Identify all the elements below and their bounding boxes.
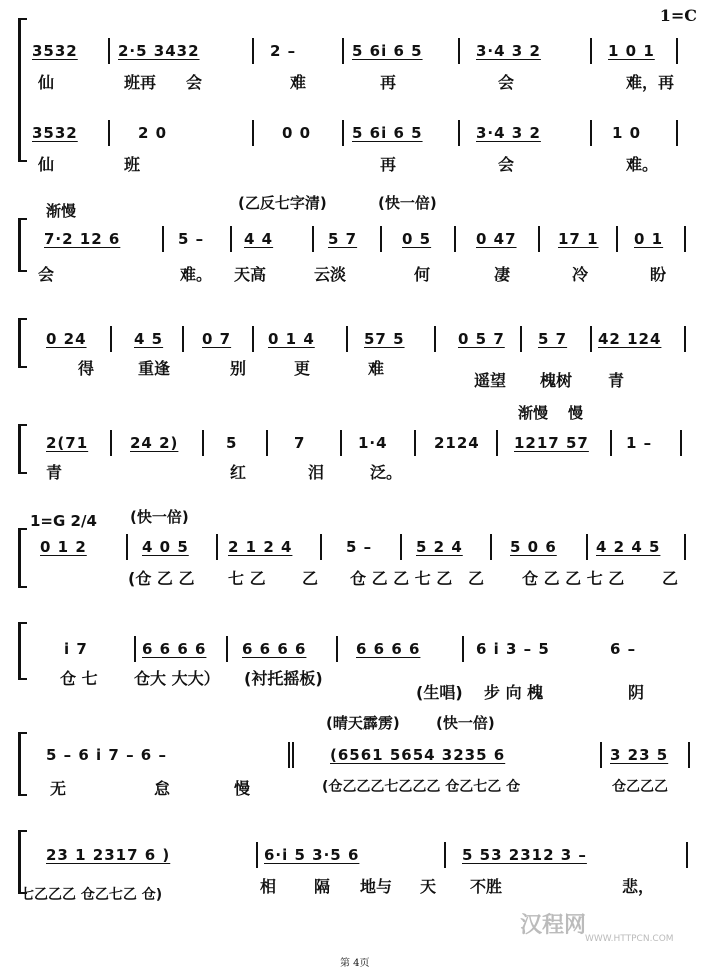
barline [676,38,678,64]
barline [320,534,322,560]
measure: 24 2) [130,434,179,452]
barline [676,120,678,146]
lyric: 班再 [124,73,157,92]
lyric: 凄 [494,265,511,284]
barline [342,38,344,64]
barline [610,430,612,456]
barline [216,534,218,560]
lyric: 盼 [650,265,667,284]
barline [288,742,290,768]
lyric: 七 乙 [228,569,266,588]
lyric: 云淡 [314,265,347,284]
measure: 1 0 1 [608,42,655,60]
system-bracket [18,218,27,272]
tempo-mark: 渐慢 [518,404,549,422]
tempo-mark: (快一倍) [130,508,189,526]
barline [688,742,690,768]
watermark-url: WWW.HTTPCN.COM [585,934,674,944]
barline [182,326,184,352]
measure: 17 1 [558,230,599,248]
measure: 5 6i 6 5 [352,124,423,142]
lyric: 遥望 [474,371,507,390]
tempo-mark: (快一倍) [378,194,437,212]
measure: 3·4 3 2 [476,42,541,60]
barline [400,534,402,560]
lyric: 无 [50,779,67,798]
measure: 5 7 [538,330,568,348]
measure: 0 0 [282,124,312,142]
barline [162,226,164,252]
lyric-row [38,460,693,484]
system-bracket [18,18,27,162]
barline [538,226,540,252]
notation-row [30,636,693,662]
measure: 0 7 [202,330,232,348]
measure: 0 1 2 [40,538,87,556]
measure: 3 23 5 [610,746,669,764]
measure: i 7 [64,640,88,658]
measure: 5 – [178,230,205,248]
barline [256,842,258,868]
lyric: 乙 [662,569,679,588]
lyric: (仓 乙 乙 [128,569,195,588]
measure: 5 6i 6 5 [352,42,423,60]
measure: 42 124 [598,330,662,348]
barline [340,430,342,456]
lyric: 红 [230,463,247,482]
lyric: 会 [498,73,515,92]
lyric: (仓乙乙乙七乙乙乙 仓乙七乙 仓 [322,779,521,795]
lyric: 泛。 [370,463,403,482]
lyric-row [38,666,693,702]
barline [226,636,228,662]
lyric: 仙 [38,73,55,92]
barline [444,842,446,868]
barline [380,226,382,252]
lyric: 不胜 [470,877,503,896]
lyric: 青 [608,371,625,390]
lyric: 仓大 大大） [134,669,220,688]
measure: 5 53 2312 3 – [462,846,587,864]
measure: 1 – [626,434,653,452]
measure: 4 5 [134,330,164,348]
barline [434,326,436,352]
barline [134,636,136,662]
lyric: 重逢 [138,359,171,378]
lyric: (生唱) [416,683,463,702]
lyric: 地与 [360,877,393,896]
lyric: 阴 [628,683,645,702]
barline [684,326,686,352]
barline [496,430,498,456]
lyric-row [38,262,693,286]
measure: 4 0 5 [142,538,189,556]
key-change: 1=G 2/4 [30,512,97,530]
lyric: 相 [260,877,277,896]
barline [108,38,110,64]
lyric: 悲， [622,877,655,896]
lyric: 七乙乙乙 仓乙七乙 仓) [20,887,163,903]
measure: 5 0 6 [510,538,557,556]
lyric-row [38,70,693,94]
notation-row [30,534,693,560]
lyric: 慢 [234,779,251,798]
lyric: 乙 [302,569,319,588]
lyric-row [38,776,693,800]
page-number: 第 4页 [340,958,370,969]
measure: 2 0 [138,124,168,142]
measure: 0 1 4 [268,330,315,348]
barline [616,226,618,252]
lyric: 冷 [572,265,589,284]
lyric: 难。 [626,155,659,174]
barline [252,38,254,64]
barline [342,120,344,146]
measure: 3532 [32,124,78,142]
measure: 6 6 6 6 [242,640,307,658]
measure: 0 5 [402,230,432,248]
tempo-mark: 渐慢 [46,202,77,220]
lyric: 青 [46,463,63,482]
section-title: (乙反七字清) [238,194,327,212]
lyric: 乙 [468,569,485,588]
lyric: 隔 [314,877,331,896]
notation-row [30,742,693,768]
lyric: 再 [380,73,397,92]
barline [590,326,592,352]
measure: 3·4 3 2 [476,124,541,142]
measure: 0 1 [634,230,664,248]
system-bracket [18,318,27,368]
measure: 6 i 3 – 5 [476,640,550,658]
barline [462,636,464,662]
measure: 0 47 [476,230,517,248]
tempo-mark: 慢 [568,404,584,422]
lyric: 会 [186,73,203,92]
measure: 5 7 [328,230,358,248]
notation-row [30,38,693,64]
system-bracket [18,732,27,796]
measure: 7·2 12 6 [44,230,121,248]
lyric: (衬托摇板) [244,669,323,688]
key-signature: 1=C [659,6,697,25]
barline [520,326,522,352]
lyric: 何 [414,265,431,284]
system-bracket [18,622,27,680]
section-title: (晴天霹雳) [326,714,400,732]
barline [684,226,686,252]
notation-row [30,226,693,252]
system-bracket [18,528,27,588]
system-bracket [18,424,27,474]
lyric: 难 [368,359,385,378]
lyric: 天高 [234,265,267,284]
lyric: 班 [124,155,141,174]
lyric: 步 向 槐 [484,683,544,702]
measure: 6 – [610,640,637,658]
measure: 5 [226,434,238,452]
barline [680,430,682,456]
barline [110,430,112,456]
barline [202,430,204,456]
measure: 6·i 5 3·5 6 [264,846,360,864]
measure: 2(71 [46,434,89,452]
measure: 7 [294,434,306,452]
measure: 3532 [32,42,78,60]
lyric-row [20,874,693,903]
measure: 2124 [434,434,480,452]
barline [590,38,592,64]
lyric: 再 [380,155,397,174]
lyric: 会 [498,155,515,174]
notation-row [30,842,693,868]
notation-row [30,430,693,456]
watermark-logo: 汉程网 [520,913,587,938]
barline [490,534,492,560]
lyric: 得 [78,359,95,378]
lyric: 更 [294,359,311,378]
measure: 0 24 [46,330,87,348]
tempo-mark: (快一倍) [436,714,495,732]
measure: 6 6 6 6 [142,640,207,658]
lyric: 仙 [38,155,55,174]
barline [458,120,460,146]
lyric-row [38,152,693,176]
barline [586,534,588,560]
barline [684,534,686,560]
measure: 6 6 6 6 [356,640,421,658]
barline [590,120,592,146]
lyric: 会 [38,265,55,284]
notation-row [30,326,693,352]
lyric: 仓乙乙乙 [612,779,668,795]
barline [108,120,110,146]
lyric-row [38,356,693,390]
measure: 5 – 6 i 7 – 6 – [46,746,167,764]
barline [458,38,460,64]
measure: (6561 5654 3235 6 [330,746,506,764]
barline [266,430,268,456]
measure: 2·5 3432 [118,42,200,60]
measure: 1 0 [612,124,642,142]
measure: 0 5 7 [458,330,505,348]
measure: 5 2 4 [416,538,463,556]
barline [292,742,294,768]
barline [312,226,314,252]
barline [252,120,254,146]
measure: 4 4 [244,230,274,248]
lyric: 难，再 [626,73,675,92]
barline [600,742,602,768]
barline [346,326,348,352]
measure: 2 – [270,42,297,60]
lyric: 仓 乙 乙 七 乙 [522,569,625,588]
lyric: 泪 [308,463,325,482]
measure: 5 – [346,538,373,556]
lyric: 槐树 [540,371,573,390]
barline [336,636,338,662]
barline [454,226,456,252]
barline [252,326,254,352]
measure: 1·4 [358,434,388,452]
lyric-row [38,566,693,590]
barline [126,534,128,560]
barline [414,430,416,456]
measure: 23 1 2317 6 ) [46,846,171,864]
measure: 57 5 [364,330,405,348]
lyric: 难 [290,73,307,92]
lyric: 天 [420,877,437,896]
lyric: 别 [230,359,247,378]
notation-row [30,120,693,146]
barline [686,842,688,868]
barline [230,226,232,252]
lyric: 怠 [154,779,171,798]
measure: 1217 57 [514,434,589,452]
barline [110,326,112,352]
lyric: 仓 乙 乙 七 乙 [350,569,453,588]
lyric: 仓 七 [60,669,98,688]
measure: 2 1 2 4 [228,538,293,556]
measure: 4 2 4 5 [596,538,661,556]
lyric: 难。 [180,265,213,284]
